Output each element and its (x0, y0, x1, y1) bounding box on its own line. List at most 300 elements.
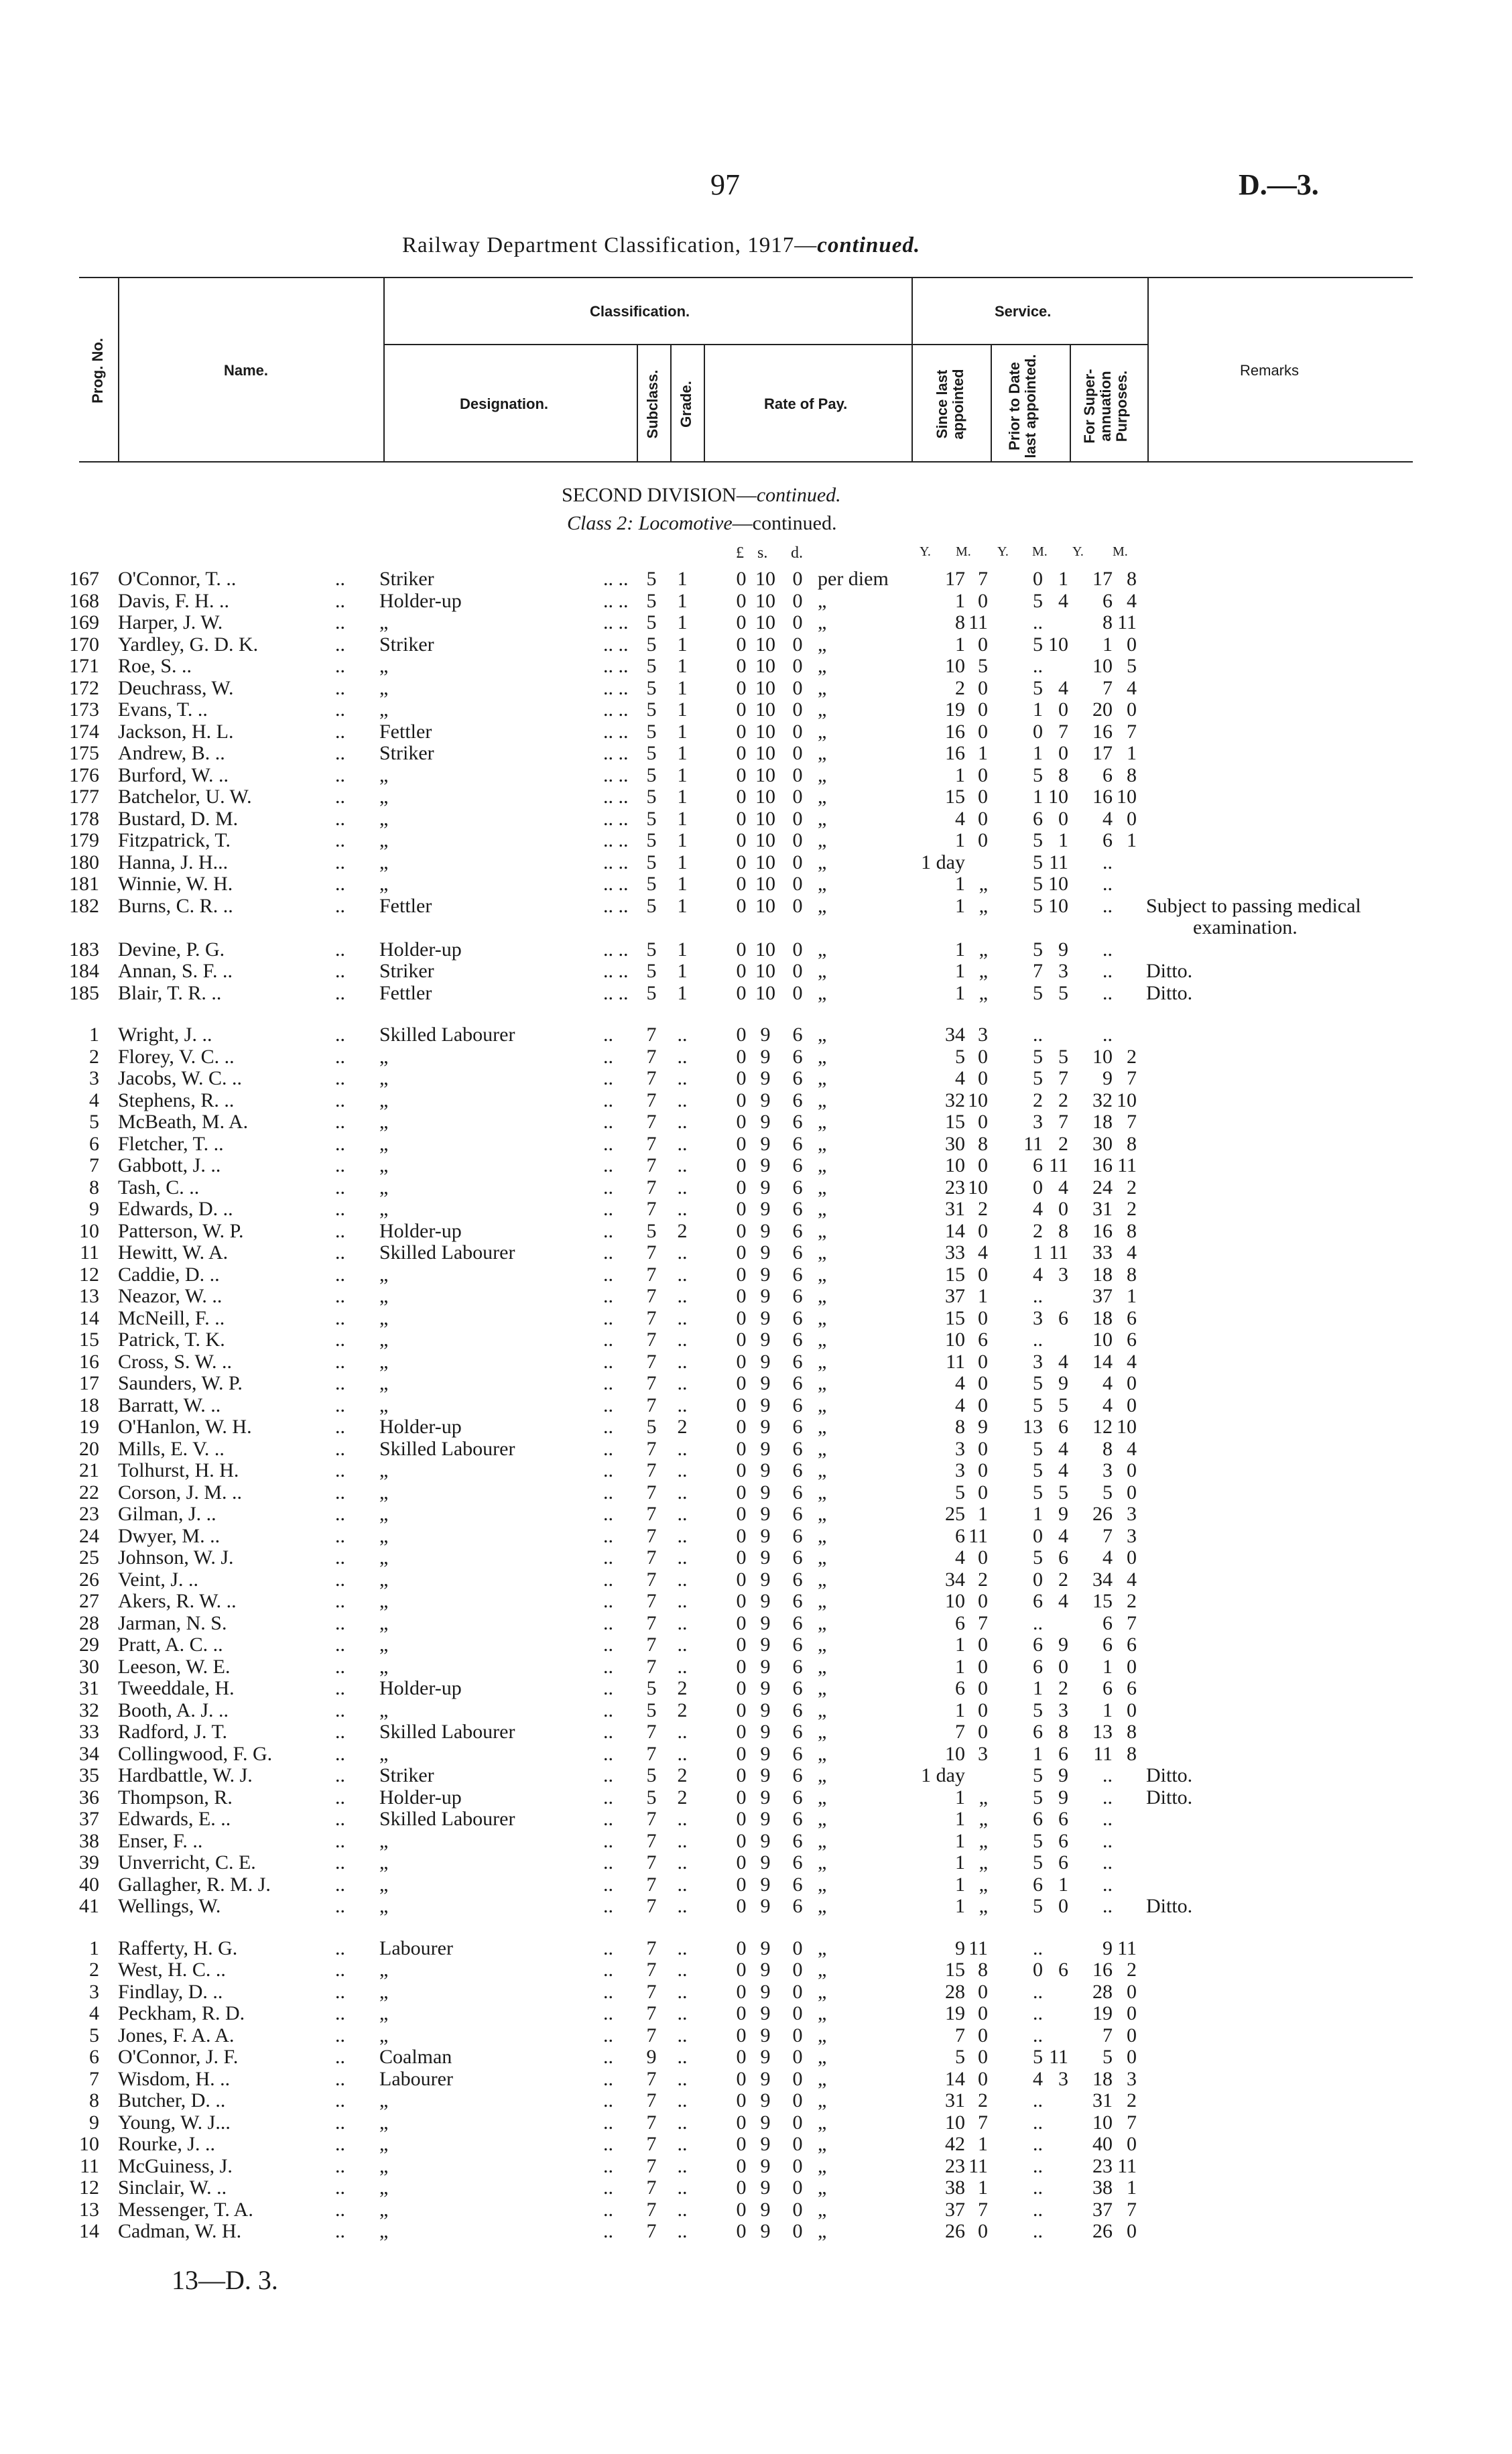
prog-number: 7 (89, 2067, 99, 2090)
pay-shillings: 9 (760, 1829, 771, 1852)
grade: .. (677, 1154, 688, 1176)
subclass: 7 (646, 2002, 657, 2024)
employee-name: Tweeddale, H. (118, 1677, 235, 1699)
employee-name: Wright, J. .. (118, 1024, 212, 1046)
prior-months: 4 (1058, 1176, 1068, 1199)
employee-name: Enser, F. .. (118, 1829, 203, 1852)
table-row (0, 1438, 1512, 1461)
pay-shillings: 9 (760, 1873, 771, 1896)
since-years: 7 (955, 1721, 965, 1743)
since-years: 17 (945, 568, 965, 590)
subclass: 7 (646, 1198, 657, 1220)
since-years: 4 (955, 1067, 965, 1089)
super-years: 17 (1092, 742, 1113, 764)
super-years: 37 (1092, 1285, 1113, 1307)
since-years: 4 (955, 1372, 965, 1394)
remarks: Ditto. (1146, 1786, 1193, 1808)
designation: „ (379, 2133, 389, 2155)
grade: .. (677, 1437, 688, 1460)
prog-number: 2 (89, 1959, 99, 1981)
prog-number: 9 (89, 2111, 99, 2134)
unit-pence: d. (791, 544, 803, 562)
since-months: „ (979, 1808, 988, 1830)
super-months: 7 (1127, 720, 1137, 743)
prior-months: 4 (1058, 1437, 1068, 1460)
pay-period: „ (818, 1111, 827, 1133)
pay-pounds: 0 (736, 894, 747, 917)
employee-name: Fletcher, T. .. (118, 1132, 224, 1155)
grade: 1 (677, 873, 688, 895)
leader-dots: .. (335, 1937, 345, 1959)
designation: „ (379, 763, 389, 786)
prior-years: 4 (1033, 2067, 1043, 2090)
grade: 1 (677, 589, 688, 612)
grade: .. (677, 1067, 688, 1089)
leader-dots: .. (603, 1937, 613, 1959)
pay-shillings: 10 (755, 720, 775, 743)
table-row (0, 2156, 1512, 2178)
class-continued: —continued. (732, 512, 837, 534)
since-years: 1 day (921, 1764, 965, 1786)
pay-period: „ (818, 829, 827, 851)
since-months: 0 (978, 1372, 988, 1394)
employee-name: Jackson, H. L. (118, 720, 234, 743)
table-row (0, 1981, 1512, 2004)
table-row (0, 1526, 1512, 1548)
leader-dots: .. .. (603, 829, 629, 851)
since-years: 1 (955, 1851, 965, 1874)
since-years: 11 (946, 1350, 965, 1373)
since-months: „ (979, 873, 988, 895)
table-row (0, 2046, 1512, 2069)
employee-name: O'Connor, T. .. (118, 568, 237, 590)
prog-number: 6 (89, 2046, 99, 2068)
since-years: 30 (945, 1132, 965, 1155)
pay-period: „ (818, 1372, 827, 1394)
pay-period: „ (818, 2198, 827, 2221)
prior-years: 0 (1033, 568, 1043, 590)
subclass: 5 (646, 742, 657, 764)
pay-shillings: 9 (760, 2133, 771, 2155)
table-row (0, 1221, 1512, 1243)
leader-dots: .. (335, 1786, 345, 1808)
prior-years: 5 (1033, 633, 1043, 656)
grade: 2 (677, 1219, 688, 1242)
super-years: 16 (1092, 1219, 1113, 1242)
pay-pounds: 0 (736, 1677, 747, 1699)
prior-years: 5 (1033, 676, 1043, 699)
prior-years: 1 (1033, 1241, 1043, 1264)
leader-dots: .. (603, 1024, 613, 1046)
prior-months: 8 (1058, 1721, 1068, 1743)
pay-period: „ (818, 742, 827, 764)
prog-number: 182 (69, 894, 99, 917)
designation: „ (379, 873, 389, 895)
since-years: 4 (955, 1546, 965, 1569)
prior-months: 0 (1058, 742, 1068, 764)
prog-number: 5 (89, 1111, 99, 1133)
prior-years: .. (1033, 2220, 1043, 2242)
prog-number: 23 (79, 1503, 99, 1525)
since-months: 0 (978, 1590, 988, 1612)
pay-period: per diem (818, 568, 889, 590)
super-years: 31 (1092, 1198, 1113, 1220)
employee-name: Burns, C. R. .. (118, 894, 233, 917)
grade: .. (677, 1873, 688, 1896)
prog-number: 14 (79, 1306, 99, 1329)
pay-period: „ (818, 1546, 827, 1569)
pay-period: „ (818, 1089, 827, 1111)
pay-period: „ (818, 2002, 827, 2024)
prog-number: 24 (79, 1524, 99, 1547)
super-years: 15 (1092, 1590, 1113, 1612)
prog-number: 13 (79, 2198, 99, 2221)
grade: .. (677, 1132, 688, 1155)
since-months: 7 (978, 1611, 988, 1634)
pay-pence: 6 (792, 1655, 803, 1678)
super-years: 18 (1092, 1111, 1113, 1133)
employee-name: Andrew, B. .. (118, 742, 225, 764)
since-years: 1 (955, 589, 965, 612)
leader-dots: .. (603, 1699, 613, 1721)
prior-years: 5 (1033, 1481, 1043, 1504)
designation: „ (379, 1503, 389, 1525)
super-months: 3 (1127, 2067, 1137, 2090)
grade: 1 (677, 960, 688, 982)
prog-number: 6 (89, 1132, 99, 1155)
since-months: 0 (978, 633, 988, 656)
pay-shillings: 9 (760, 1546, 771, 1569)
super-years: 16 (1092, 786, 1113, 808)
super-years: .. (1102, 1873, 1113, 1896)
prior-years: 1 (1033, 742, 1043, 764)
subclass: 7 (646, 1895, 657, 1917)
super-years: 16 (1092, 1959, 1113, 1981)
super-years: 10 (1092, 1329, 1113, 1351)
header-sep (991, 344, 992, 463)
classification-table-body (0, 568, 1512, 2243)
super-years: .. (1102, 981, 1113, 1004)
grade: .. (677, 1306, 688, 1329)
leader-dots: .. .. (603, 742, 629, 764)
prog-number: 27 (79, 1590, 99, 1612)
super-months: 7 (1127, 1067, 1137, 1089)
leader-dots: .. (603, 1306, 613, 1329)
pay-pence: 0 (792, 2220, 803, 2242)
prior-years: 0 (1033, 1176, 1043, 1199)
pay-pounds: 0 (736, 1416, 747, 1438)
grade: .. (677, 1524, 688, 1547)
prior-years: 3 (1033, 1306, 1043, 1329)
leader-dots: .. (335, 1219, 345, 1242)
leader-dots: .. (603, 1829, 613, 1852)
employee-name: Gilman, J. .. (118, 1503, 216, 1525)
super-months: 0 (1127, 1481, 1137, 1504)
prior-years: 4 (1033, 1263, 1043, 1286)
prior-years: .. (1033, 2111, 1043, 2134)
super-months: 4 (1127, 1350, 1137, 1373)
prog-number: 16 (79, 1350, 99, 1373)
subclass: 7 (646, 1067, 657, 1089)
subclass: 7 (646, 2111, 657, 2134)
prior-months: 4 (1058, 589, 1068, 612)
pay-shillings: 9 (760, 1350, 771, 1373)
subclass: 5 (646, 655, 657, 677)
pay-shillings: 10 (755, 698, 775, 721)
unit-shillings: s. (757, 544, 768, 562)
super-years: 6 (1102, 1634, 1113, 1656)
leader-dots: .. (335, 1568, 345, 1591)
table-row (0, 2112, 1512, 2134)
since-years: 10 (945, 655, 965, 677)
prior-years: .. (1033, 1285, 1043, 1307)
leader-dots: .. (603, 1285, 613, 1307)
pay-pounds: 0 (736, 829, 747, 851)
since-months: 1 (978, 2133, 988, 2155)
pay-pounds: 0 (736, 698, 747, 721)
since-years: 1 (955, 938, 965, 961)
pay-pence: 6 (792, 1895, 803, 1917)
pay-period: „ (818, 611, 827, 633)
prior-months: 9 (1058, 938, 1068, 961)
leader-dots: .. (335, 1111, 345, 1133)
prior-years: .. (1033, 2176, 1043, 2199)
super-years: 20 (1092, 698, 1113, 721)
employee-name: Blair, T. R. .. (118, 981, 222, 1004)
pay-shillings: 9 (760, 1394, 771, 1416)
table-row (0, 1242, 1512, 1264)
pay-pence: 6 (792, 1285, 803, 1307)
employee-name: Harper, J. W. (118, 611, 223, 633)
leader-dots: .. (603, 1786, 613, 1808)
leader-dots: .. (335, 1699, 345, 1721)
super-years: 11 (1093, 1742, 1113, 1765)
designation: „ (379, 2024, 389, 2046)
grade: .. (677, 2154, 688, 2177)
prior-years: 1 (1033, 1742, 1043, 1765)
employee-name: Hanna, J. H... (118, 851, 229, 873)
pay-pence: 6 (792, 1263, 803, 1286)
pay-pence: 0 (792, 2133, 803, 2155)
pay-shillings: 9 (760, 1045, 771, 1068)
pay-pence: 0 (792, 589, 803, 612)
designation: „ (379, 1524, 389, 1547)
since-months: 11 (968, 611, 988, 633)
super-months: 1 (1127, 829, 1137, 851)
prior-years: 5 (1033, 1895, 1043, 1917)
pay-shillings: 9 (760, 1306, 771, 1329)
pay-period: „ (818, 2220, 827, 2242)
since-years: 15 (945, 1306, 965, 1329)
prior-months: 4 (1058, 1590, 1068, 1612)
pay-shillings: 10 (755, 763, 775, 786)
class-name: Locomotive (638, 512, 733, 534)
pay-pounds: 0 (736, 1394, 747, 1416)
grade: 2 (677, 1764, 688, 1786)
leader-dots: .. .. (603, 763, 629, 786)
leader-dots: .. (335, 720, 345, 743)
header-sep (118, 277, 119, 463)
pay-pounds: 0 (736, 1786, 747, 1808)
designation: „ (379, 1198, 389, 1220)
employee-name: Stephens, R. .. (118, 1089, 235, 1111)
remarks: Ditto. (1146, 981, 1193, 1004)
subclass: 7 (646, 2067, 657, 2090)
leader-dots: .. (335, 1132, 345, 1155)
subclass: 5 (646, 786, 657, 808)
super-months: 8 (1127, 763, 1137, 786)
leader-dots: .. (603, 1350, 613, 1373)
since-years: 10 (945, 1742, 965, 1765)
header-name: Name. (224, 362, 269, 379)
prog-number: 39 (79, 1851, 99, 1874)
prog-number: 41 (79, 1895, 99, 1917)
super-years: 4 (1102, 807, 1113, 830)
super-years: .. (1102, 1786, 1113, 1808)
since-months: „ (979, 894, 988, 917)
designation: „ (379, 1895, 389, 1917)
employee-name: Gabbott, J. .. (118, 1154, 221, 1176)
table-row (0, 1111, 1512, 1133)
pay-period: „ (818, 1808, 827, 1830)
table-row (0, 2199, 1512, 2221)
pay-pounds: 0 (736, 807, 747, 830)
subclass: 5 (646, 698, 657, 721)
prog-number: 170 (69, 633, 99, 656)
leader-dots: .. (603, 1394, 613, 1416)
super-months: 6 (1127, 1306, 1137, 1329)
subclass: 7 (646, 1459, 657, 1481)
pay-pounds: 0 (736, 2024, 747, 2046)
leader-dots: .. (335, 1024, 345, 1046)
leader-dots: .. (603, 1089, 613, 1111)
subclass: 7 (646, 1568, 657, 1591)
prior-months: 7 (1058, 1067, 1068, 1089)
pay-pence: 0 (792, 1937, 803, 1959)
leader-dots: .. .. (603, 698, 629, 721)
pay-period: „ (818, 1067, 827, 1089)
since-months: 3 (978, 1024, 988, 1046)
since-years: 7 (955, 2024, 965, 2046)
pay-pounds: 0 (736, 1937, 747, 1959)
pay-shillings: 10 (755, 851, 775, 873)
subclass: 7 (646, 1655, 657, 1678)
employee-name: Cadman, W. H. (118, 2220, 242, 2242)
grade: 2 (677, 1677, 688, 1699)
pay-shillings: 10 (755, 981, 775, 1004)
pay-shillings: 10 (755, 786, 775, 808)
designation: „ (379, 1873, 389, 1896)
table-row (0, 2003, 1512, 2025)
employee-name: Burford, W. .. (118, 763, 229, 786)
subclass: 7 (646, 1829, 657, 1852)
since-years: 5 (955, 1045, 965, 1068)
pay-pence: 6 (792, 1024, 803, 1046)
prior-months: 4 (1058, 1524, 1068, 1547)
prog-number: 33 (79, 1721, 99, 1743)
super-years: 1 (1102, 1699, 1113, 1721)
super-months: 8 (1127, 1263, 1137, 1286)
since-months: 8 (978, 1132, 988, 1155)
subclass: 7 (646, 1024, 657, 1046)
leader-dots: .. .. (603, 611, 629, 633)
prior-months: 10 (1048, 786, 1068, 808)
prog-number: 32 (79, 1699, 99, 1721)
subclass: 7 (646, 1959, 657, 1981)
employee-name: Wellings, W. (118, 1895, 221, 1917)
pay-period: „ (818, 2176, 827, 2199)
pay-shillings: 10 (755, 589, 775, 612)
leader-dots: .. (335, 1677, 345, 1699)
table-row (0, 1068, 1512, 1090)
super-months: 4 (1127, 1437, 1137, 1460)
pay-period: „ (818, 1219, 827, 1242)
leader-dots: .. (603, 1481, 613, 1504)
since-months: „ (979, 1895, 988, 1917)
leader-dots: .. (335, 2046, 345, 2068)
super-months: 3 (1127, 1503, 1137, 1525)
since-months: 0 (978, 1980, 988, 2003)
since-years: 1 (955, 894, 965, 917)
pay-pence: 0 (792, 2198, 803, 2221)
since-months: 0 (978, 1634, 988, 1656)
table-row (0, 1874, 1512, 1896)
super-years: .. (1102, 1829, 1113, 1852)
leader-dots: .. (335, 1176, 345, 1199)
pay-pounds: 0 (736, 1306, 747, 1329)
designation: „ (379, 698, 389, 721)
pay-shillings: 9 (760, 1851, 771, 1874)
pay-pence: 0 (792, 851, 803, 873)
prior-months: 0 (1058, 698, 1068, 721)
super-years: .. (1102, 851, 1113, 873)
leader-dots: .. (335, 655, 345, 677)
grade: .. (677, 1285, 688, 1307)
since-months: 2 (978, 2089, 988, 2111)
pay-pence: 6 (792, 1634, 803, 1656)
table-row (0, 2025, 1512, 2047)
leader-dots: .. (335, 1067, 345, 1089)
designation: „ (379, 1306, 389, 1329)
super-months: 6 (1127, 1677, 1137, 1699)
prog-number: 18 (79, 1394, 99, 1416)
prog-number: 26 (79, 1568, 99, 1591)
subclass: 7 (646, 1350, 657, 1373)
pay-shillings: 9 (760, 2024, 771, 2046)
leader-dots: .. (335, 1394, 345, 1416)
subclass: 5 (646, 1416, 657, 1438)
designation: „ (379, 2198, 389, 2221)
prior-months: 5 (1058, 981, 1068, 1004)
pay-period: „ (818, 655, 827, 677)
prior-years: 6 (1033, 1655, 1043, 1678)
grade: .. (677, 1568, 688, 1591)
pay-pence: 6 (792, 1851, 803, 1874)
prog-number: 176 (69, 763, 99, 786)
since-years: 37 (945, 2198, 965, 2221)
pay-pounds: 0 (736, 1198, 747, 1220)
prior-years: 6 (1033, 1721, 1043, 1743)
prior-years: .. (1033, 1024, 1043, 1046)
prior-months: 9 (1058, 1503, 1068, 1525)
grade: .. (677, 1655, 688, 1678)
header-sep (637, 344, 638, 463)
super-years: .. (1102, 1808, 1113, 1830)
pay-pounds: 0 (736, 873, 747, 895)
since-months: 0 (978, 763, 988, 786)
leader-dots: .. (335, 1372, 345, 1394)
leader-dots: .. (335, 2220, 345, 2242)
